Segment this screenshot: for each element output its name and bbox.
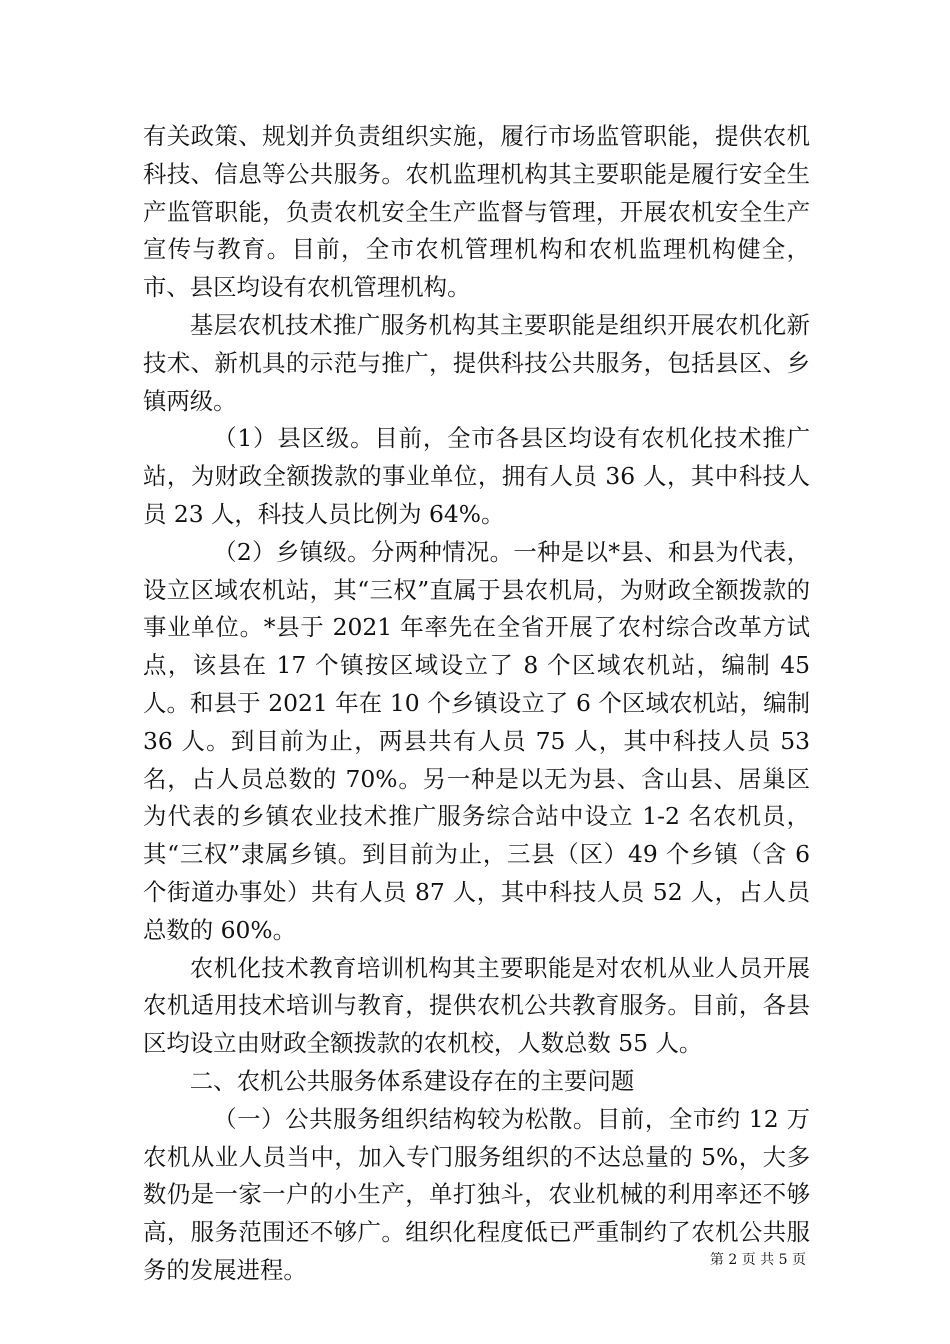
paragraph-management-functions: 有关政策、规划并负责组织实施，履行市场监管职能，提供农机科技、信息等公共服务。农机监理机构其主要职能是履行安全生产监管职能，负责农机安全生产监督与管理，开展农机安全生产宣传与教育。目前，全市农机管理机构和农机监理机构健全，市、县区均设有农机管理机构。 [143, 122, 810, 302]
paragraph-township-level: （2）乡镇级。分两种情况。一种是以*县、和县为代表，设立区域农机站，其“三权”直属于县农机局，为财政全额拨款的事业单位。*县于 2021 年率先在全省开展了农村综合改革方试点，该县在 17 个镇按区域设立了 8 个区域农机站，编制 45 人。和县于 2021 年在 10 个乡镇设立了 6 个区域农机站，编制 36 人。到目前为止，两县共有人员 75 人，其中科技人员 53 名，占人员总数的 70%。另一种是以无为县、含山县、居巢区为代表的乡镇农业技术推广服务综合站中设立 1-2 名农机员，其“三权”隶属乡镇。到目前为止，三县（区）49 个乡镇（含 6 个街道办事处）共有人员 87 人，其中科技人员 52 人，占人员总数的 60%。 [143, 537, 810, 944]
page-number-footer: 第 2 页 共 5 页 [709, 1252, 806, 1268]
paragraph-loose-structure: （一）公共服务组织结构较为松散。目前，全市约 12 万农机从业人员当中，加入专门服务组织的不达总量的 5%，大多数仍是一家一户的小生产，单打独斗，农业机械的利用率还不够高，服务范围还不够广。组织化程度低已严重制约了农机公共服务的发展进程。 [143, 1104, 810, 1284]
document-body [143, 118, 810, 1290]
section-heading-main-problems: 二、农机公共服务体系建设存在的主要问题 [189, 1066, 635, 1095]
paragraph-training-institutions: 农机化技术教育培训机构其主要职能是对农机从业人员开展农机适用技术培训与教育，提供农机公共教育服务。目前，各县区均设立由财政全额拨款的农机校，人数总数 55 人。 [143, 953, 810, 1058]
paragraph-county-level: （1）县区级。目前，全市各县区均设有农机化技术推广站，为财政全额拨款的事业单位，拥有人员 36 人，其中科技人员 23 人，科技人员比例为 64%。 [143, 424, 810, 528]
paragraph-grassroots-extension: 基层农机技术推广服务机构其主要职能是组织开展农机化新技术、新机具的示范与推广，提供科技公共服务，包括县区、乡镇两级。 [143, 310, 810, 415]
